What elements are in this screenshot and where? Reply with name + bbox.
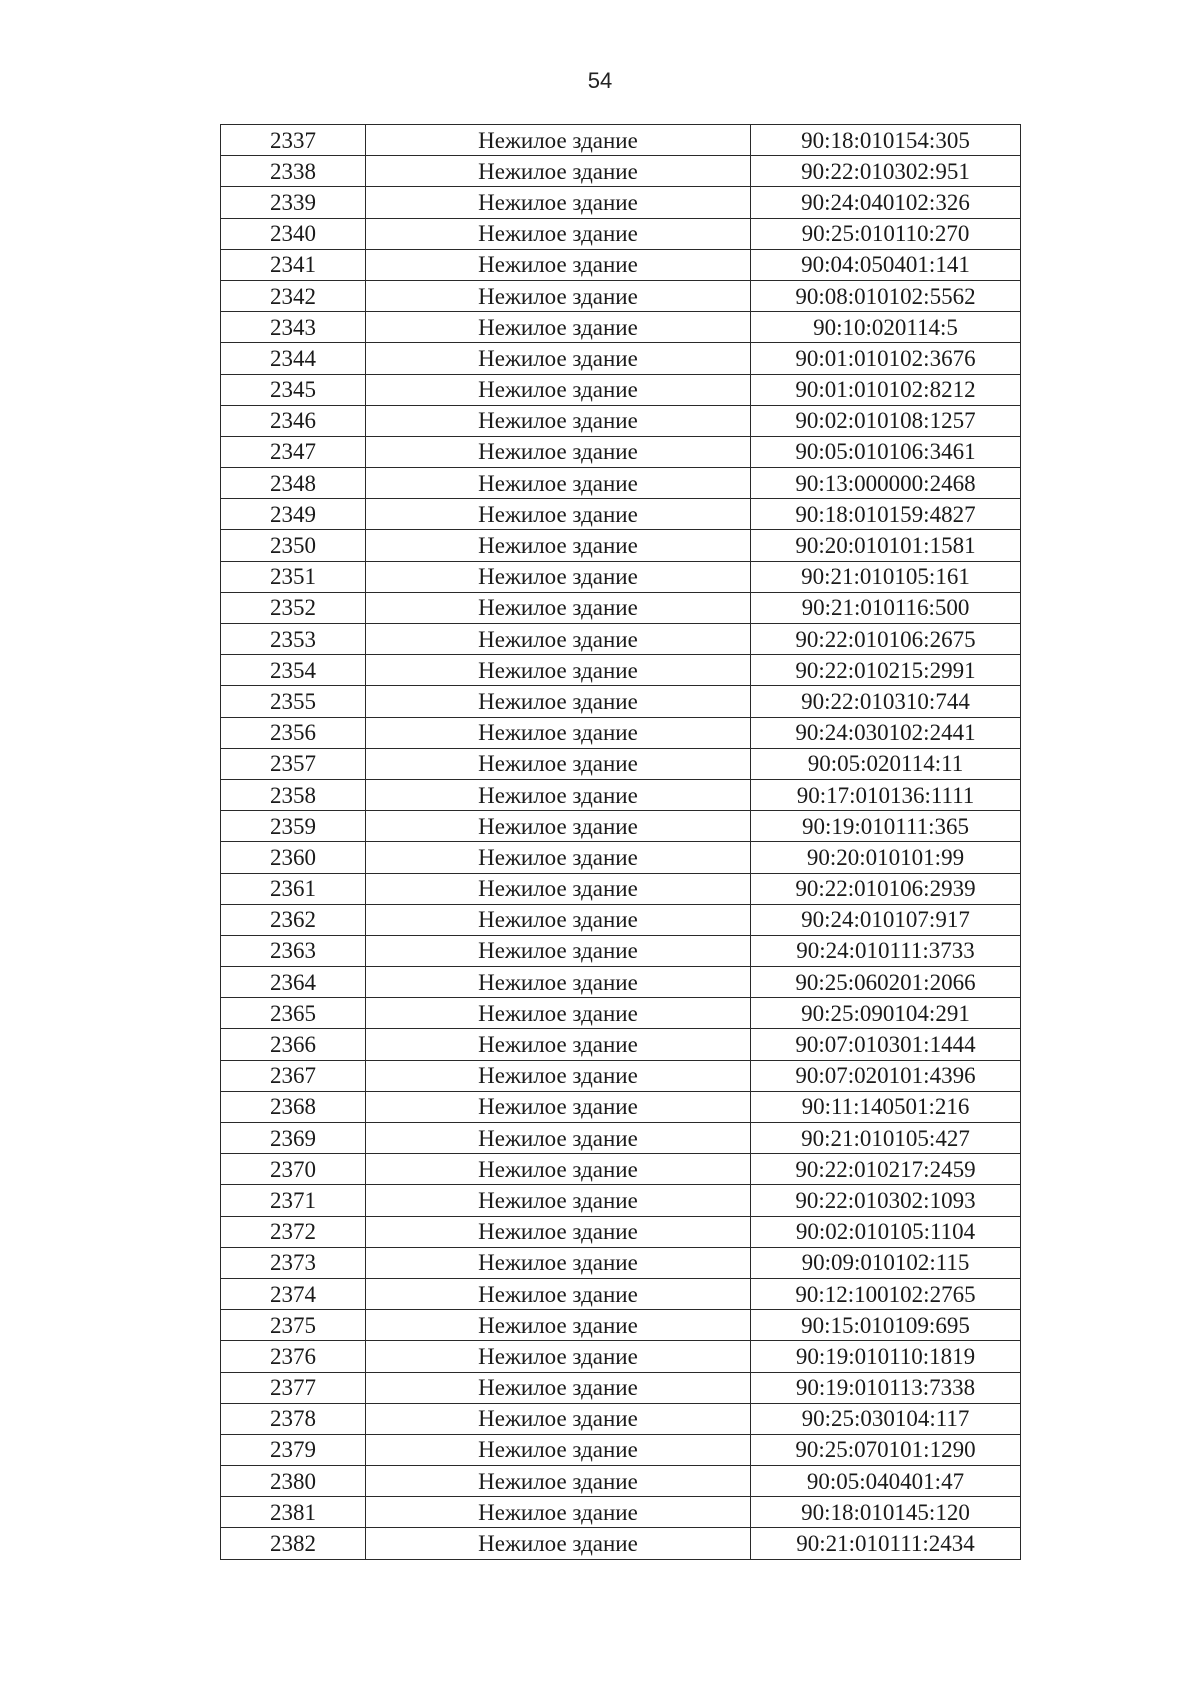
object-type-cell: Нежилое здание xyxy=(366,156,751,187)
object-type-cell: Нежилое здание xyxy=(366,592,751,623)
object-type-cell: Нежилое здание xyxy=(366,1278,751,1309)
row-number-cell: 2366 xyxy=(221,1029,366,1060)
table-row xyxy=(221,436,1021,467)
object-type-cell: Нежилое здание xyxy=(366,374,751,405)
table-row xyxy=(221,1372,1021,1403)
cadastral-number-cell: 90:25:070101:1290 xyxy=(751,1434,1021,1465)
table-row xyxy=(221,779,1021,810)
table-row xyxy=(221,624,1021,655)
cadastral-number-cell: 90:15:010109:695 xyxy=(751,1310,1021,1341)
row-number-cell: 2381 xyxy=(221,1497,366,1528)
table-row xyxy=(221,1497,1021,1528)
cadastral-number-cell: 90:22:010302:951 xyxy=(751,156,1021,187)
table-row xyxy=(221,499,1021,530)
row-number-cell: 2361 xyxy=(221,873,366,904)
object-type-cell: Нежилое здание xyxy=(366,1123,751,1154)
row-number-cell: 2347 xyxy=(221,436,366,467)
cadastral-number-cell: 90:04:050401:141 xyxy=(751,249,1021,280)
row-number-cell: 2352 xyxy=(221,592,366,623)
table-row xyxy=(221,1466,1021,1497)
object-type-cell: Нежилое здание xyxy=(366,811,751,842)
cadastral-number-cell: 90:11:140501:216 xyxy=(751,1091,1021,1122)
cadastral-number-cell: 90:18:010154:305 xyxy=(751,125,1021,156)
cadastral-number-cell: 90:01:010102:3676 xyxy=(751,343,1021,374)
cadastral-number-cell: 90:21:010116:500 xyxy=(751,592,1021,623)
table-row xyxy=(221,686,1021,717)
row-number-cell: 2340 xyxy=(221,218,366,249)
object-type-cell: Нежилое здание xyxy=(366,779,751,810)
object-type-cell: Нежилое здание xyxy=(366,624,751,655)
object-type-cell: Нежилое здание xyxy=(366,1434,751,1465)
table-row xyxy=(221,1528,1021,1559)
row-number-cell: 2373 xyxy=(221,1247,366,1278)
object-type-cell: Нежилое здание xyxy=(366,499,751,530)
cadastral-number-cell: 90:24:010111:3733 xyxy=(751,935,1021,966)
object-type-cell: Нежилое здание xyxy=(366,405,751,436)
object-type-cell: Нежилое здание xyxy=(366,530,751,561)
row-number-cell: 2368 xyxy=(221,1091,366,1122)
table-row xyxy=(221,1216,1021,1247)
row-number-cell: 2358 xyxy=(221,779,366,810)
row-number-cell: 2370 xyxy=(221,1154,366,1185)
table-row xyxy=(221,468,1021,499)
table-row xyxy=(221,405,1021,436)
row-number-cell: 2357 xyxy=(221,748,366,779)
row-number-cell: 2350 xyxy=(221,530,366,561)
table-row xyxy=(221,904,1021,935)
cadastral-number-cell: 90:21:010111:2434 xyxy=(751,1528,1021,1559)
object-type-cell: Нежилое здание xyxy=(366,1060,751,1091)
table-row xyxy=(221,218,1021,249)
row-number-cell: 2344 xyxy=(221,343,366,374)
row-number-cell: 2365 xyxy=(221,998,366,1029)
table-row xyxy=(221,1434,1021,1465)
table-row xyxy=(221,280,1021,311)
cadastral-number-cell: 90:25:060201:2066 xyxy=(751,967,1021,998)
table-row xyxy=(221,811,1021,842)
row-number-cell: 2363 xyxy=(221,935,366,966)
row-number-cell: 2378 xyxy=(221,1403,366,1434)
cadastral-number-cell: 90:07:010301:1444 xyxy=(751,1029,1021,1060)
object-type-cell: Нежилое здание xyxy=(366,187,751,218)
table-row xyxy=(221,125,1021,156)
row-number-cell: 2380 xyxy=(221,1466,366,1497)
object-type-cell: Нежилое здание xyxy=(366,1403,751,1434)
table-row xyxy=(221,1029,1021,1060)
object-type-cell: Нежилое здание xyxy=(366,249,751,280)
object-type-cell: Нежилое здание xyxy=(366,655,751,686)
table-row xyxy=(221,1185,1021,1216)
cadastral-number-cell: 90:13:000000:2468 xyxy=(751,468,1021,499)
row-number-cell: 2364 xyxy=(221,967,366,998)
row-number-cell: 2349 xyxy=(221,499,366,530)
cadastral-number-cell: 90:05:010106:3461 xyxy=(751,436,1021,467)
cadastral-number-cell: 90:08:010102:5562 xyxy=(751,280,1021,311)
object-type-cell: Нежилое здание xyxy=(366,1216,751,1247)
object-type-cell: Нежилое здание xyxy=(366,1247,751,1278)
object-type-cell: Нежилое здание xyxy=(366,312,751,343)
row-number-cell: 2356 xyxy=(221,717,366,748)
object-type-cell: Нежилое здание xyxy=(366,717,751,748)
row-number-cell: 2379 xyxy=(221,1434,366,1465)
registry-table xyxy=(220,124,1021,1560)
table-row xyxy=(221,998,1021,1029)
cadastral-number-cell: 90:12:100102:2765 xyxy=(751,1278,1021,1309)
object-type-cell: Нежилое здание xyxy=(366,436,751,467)
row-number-cell: 2374 xyxy=(221,1278,366,1309)
cadastral-number-cell: 90:10:020114:5 xyxy=(751,312,1021,343)
table-row xyxy=(221,374,1021,405)
object-type-cell: Нежилое здание xyxy=(366,561,751,592)
cadastral-number-cell: 90:20:010101:1581 xyxy=(751,530,1021,561)
cadastral-number-cell: 90:07:020101:4396 xyxy=(751,1060,1021,1091)
cadastral-number-cell: 90:01:010102:8212 xyxy=(751,374,1021,405)
object-type-cell: Нежилое здание xyxy=(366,1091,751,1122)
row-number-cell: 2375 xyxy=(221,1310,366,1341)
object-type-cell: Нежилое здание xyxy=(366,904,751,935)
table-row xyxy=(221,935,1021,966)
object-type-cell: Нежилое здание xyxy=(366,686,751,717)
cadastral-number-cell: 90:24:010107:917 xyxy=(751,904,1021,935)
row-number-cell: 2367 xyxy=(221,1060,366,1091)
cadastral-number-cell: 90:21:010105:427 xyxy=(751,1123,1021,1154)
cadastral-number-cell: 90:22:010302:1093 xyxy=(751,1185,1021,1216)
row-number-cell: 2372 xyxy=(221,1216,366,1247)
row-number-cell: 2362 xyxy=(221,904,366,935)
table-row xyxy=(221,1403,1021,1434)
object-type-cell: Нежилое здание xyxy=(366,842,751,873)
row-number-cell: 2376 xyxy=(221,1341,366,1372)
table-row xyxy=(221,1091,1021,1122)
object-type-cell: Нежилое здание xyxy=(366,468,751,499)
registry-table-body xyxy=(221,125,1021,1560)
table-row xyxy=(221,717,1021,748)
cadastral-number-cell: 90:05:020114:11 xyxy=(751,748,1021,779)
cadastral-number-cell: 90:19:010111:365 xyxy=(751,811,1021,842)
cadastral-number-cell: 90:19:010113:7338 xyxy=(751,1372,1021,1403)
cadastral-number-cell: 90:25:030104:117 xyxy=(751,1403,1021,1434)
table-row xyxy=(221,1060,1021,1091)
table-row xyxy=(221,561,1021,592)
object-type-cell: Нежилое здание xyxy=(366,218,751,249)
table-row xyxy=(221,1278,1021,1309)
object-type-cell: Нежилое здание xyxy=(366,125,751,156)
row-number-cell: 2382 xyxy=(221,1528,366,1559)
table-row xyxy=(221,655,1021,686)
row-number-cell: 2337 xyxy=(221,125,366,156)
row-number-cell: 2369 xyxy=(221,1123,366,1154)
row-number-cell: 2354 xyxy=(221,655,366,686)
cadastral-number-cell: 90:20:010101:99 xyxy=(751,842,1021,873)
object-type-cell: Нежилое здание xyxy=(366,967,751,998)
cadastral-number-cell: 90:22:010106:2939 xyxy=(751,873,1021,904)
row-number-cell: 2353 xyxy=(221,624,366,655)
object-type-cell: Нежилое здание xyxy=(366,1185,751,1216)
table-row xyxy=(221,1341,1021,1372)
table-row xyxy=(221,343,1021,374)
table-row xyxy=(221,312,1021,343)
cadastral-number-cell: 90:17:010136:1111 xyxy=(751,779,1021,810)
row-number-cell: 2351 xyxy=(221,561,366,592)
cadastral-number-cell: 90:19:010110:1819 xyxy=(751,1341,1021,1372)
cadastral-number-cell: 90:21:010105:161 xyxy=(751,561,1021,592)
table-row xyxy=(221,873,1021,904)
object-type-cell: Нежилое здание xyxy=(366,1466,751,1497)
row-number-cell: 2360 xyxy=(221,842,366,873)
object-type-cell: Нежилое здание xyxy=(366,1497,751,1528)
row-number-cell: 2348 xyxy=(221,468,366,499)
cadastral-number-cell: 90:22:010106:2675 xyxy=(751,624,1021,655)
table-row xyxy=(221,1310,1021,1341)
table-row xyxy=(221,967,1021,998)
cadastral-number-cell: 90:18:010145:120 xyxy=(751,1497,1021,1528)
object-type-cell: Нежилое здание xyxy=(366,1341,751,1372)
object-type-cell: Нежилое здание xyxy=(366,935,751,966)
cadastral-number-cell: 90:25:090104:291 xyxy=(751,998,1021,1029)
row-number-cell: 2338 xyxy=(221,156,366,187)
object-type-cell: Нежилое здание xyxy=(366,1528,751,1559)
row-number-cell: 2371 xyxy=(221,1185,366,1216)
row-number-cell: 2359 xyxy=(221,811,366,842)
cadastral-number-cell: 90:05:040401:47 xyxy=(751,1466,1021,1497)
table-row xyxy=(221,1123,1021,1154)
object-type-cell: Нежилое здание xyxy=(366,998,751,1029)
page-number: 54 xyxy=(587,68,613,93)
object-type-cell: Нежилое здание xyxy=(366,1310,751,1341)
table-row xyxy=(221,249,1021,280)
row-number-cell: 2346 xyxy=(221,405,366,436)
table-row xyxy=(221,842,1021,873)
cadastral-number-cell: 90:24:030102:2441 xyxy=(751,717,1021,748)
cadastral-number-cell: 90:02:010105:1104 xyxy=(751,1216,1021,1247)
cadastral-number-cell: 90:22:010310:744 xyxy=(751,686,1021,717)
table-row xyxy=(221,187,1021,218)
row-number-cell: 2343 xyxy=(221,312,366,343)
cadastral-number-cell: 90:02:010108:1257 xyxy=(751,405,1021,436)
object-type-cell: Нежилое здание xyxy=(366,1372,751,1403)
table-row xyxy=(221,592,1021,623)
object-type-cell: Нежилое здание xyxy=(366,873,751,904)
row-number-cell: 2345 xyxy=(221,374,366,405)
table-row xyxy=(221,156,1021,187)
table-row xyxy=(221,748,1021,779)
object-type-cell: Нежилое здание xyxy=(366,343,751,374)
table-row xyxy=(221,1154,1021,1185)
cadastral-number-cell: 90:18:010159:4827 xyxy=(751,499,1021,530)
table-row xyxy=(221,530,1021,561)
cadastral-number-cell: 90:24:040102:326 xyxy=(751,187,1021,218)
object-type-cell: Нежилое здание xyxy=(366,748,751,779)
cadastral-number-cell: 90:22:010217:2459 xyxy=(751,1154,1021,1185)
cadastral-number-cell: 90:09:010102:115 xyxy=(751,1247,1021,1278)
row-number-cell: 2355 xyxy=(221,686,366,717)
cadastral-number-cell: 90:25:010110:270 xyxy=(751,218,1021,249)
row-number-cell: 2341 xyxy=(221,249,366,280)
table-row xyxy=(221,1247,1021,1278)
object-type-cell: Нежилое здание xyxy=(366,1029,751,1060)
row-number-cell: 2339 xyxy=(221,187,366,218)
row-number-cell: 2377 xyxy=(221,1372,366,1403)
row-number-cell: 2342 xyxy=(221,280,366,311)
object-type-cell: Нежилое здание xyxy=(366,280,751,311)
object-type-cell: Нежилое здание xyxy=(366,1154,751,1185)
cadastral-number-cell: 90:22:010215:2991 xyxy=(751,655,1021,686)
